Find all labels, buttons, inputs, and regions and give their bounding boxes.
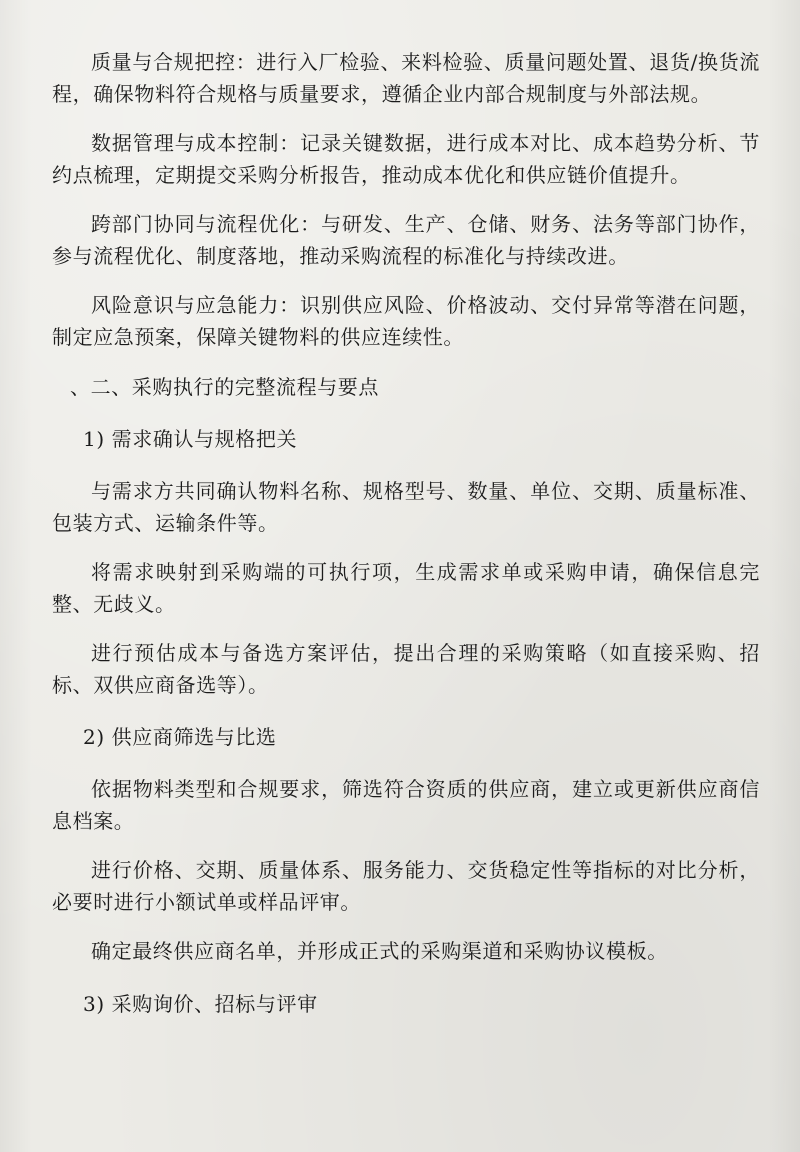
- step-2-paragraph: 依据物料类型和合规要求，筛选符合资质的供应商，建立或更新供应商信息档案。: [52, 777, 760, 833]
- step-2-paragraph: 进行价格、交期、质量体系、服务能力、交货稳定性等指标的对比分析，必要时进行小额试单或样品评审。: [52, 858, 760, 914]
- step-2-paragraph: 确定最终供应商名单，并形成正式的采购渠道和采购协议模板。: [91, 939, 668, 963]
- paragraph-risk: 风险意识与应急能力：识别供应风险、价格波动、交付异常等潜在问题，制定应急预案，保障关键物料的供应连续性。: [52, 293, 760, 349]
- paragraph-cross-department: 跨部门协同与流程优化：与研发、生产、仓储、财务、法务等部门协作，参与流程优化、制度落地，推动采购流程的标准化与持续改进。: [52, 212, 760, 268]
- step-1-paragraph: 将需求映射到采购端的可执行项，生成需求单或采购申请，确保信息完整、无歧义。: [52, 560, 760, 616]
- step-2-title: 2) 供应商筛选与比选: [83, 725, 277, 749]
- step-3-title: 3) 采购询价、招标与评审: [83, 991, 318, 1016]
- section-heading: 、二、采购执行的完整流程与要点: [70, 375, 379, 399]
- paragraph-data-cost: 数据管理与成本控制：记录关键数据，进行成本对比、成本趋势分析、节约点梳理，定期提交采购分析报告，推动成本优化和供应链价值提升。: [52, 131, 760, 187]
- step-1-paragraph: 进行预估成本与备选方案评估，提出合理的采购策略（如直接采购、招标、双供应商备选等）。: [52, 641, 760, 697]
- paragraph-quality-compliance: 质量与合规把控：进行入厂检验、来料检验、质量问题处置、退货/换货流程，确保物料符合规格与质量要求，遵循企业内部合规制度与外部法规。: [52, 50, 760, 106]
- step-1-title: 1) 需求确认与规格把关: [83, 427, 298, 451]
- step-1-paragraph: 与需求方共同确认物料名称、规格型号、数量、单位、交期、质量标准、包装方式、运输条件等。: [52, 479, 760, 535]
